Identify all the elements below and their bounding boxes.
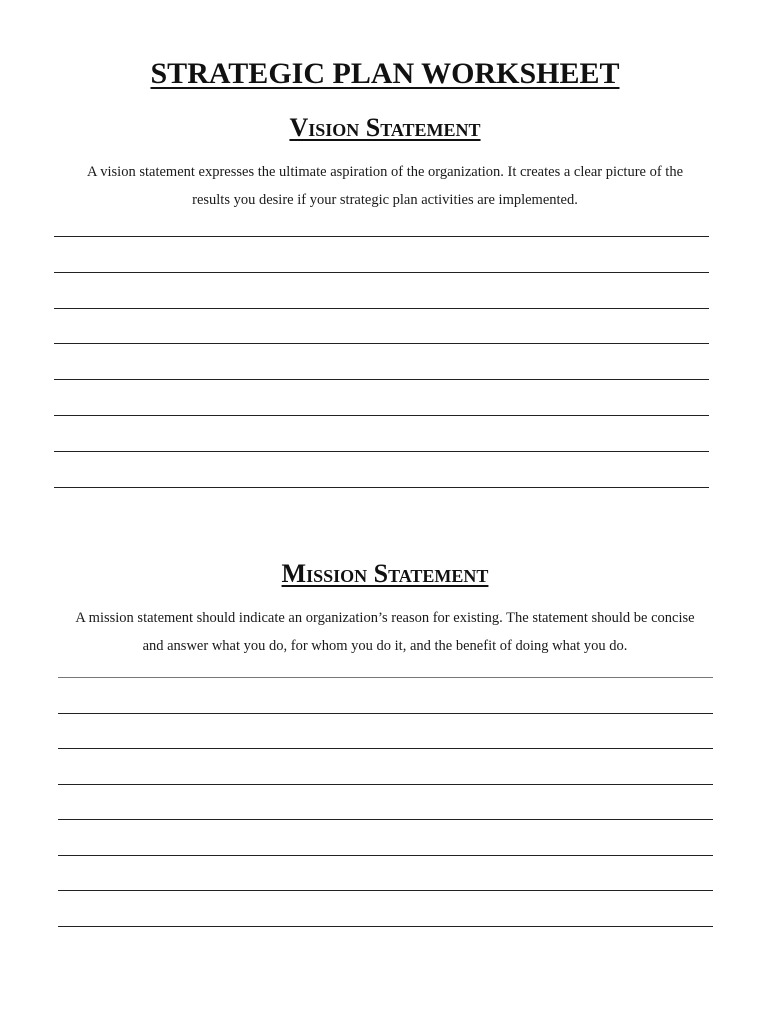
mission-heading-text: Mission Statement bbox=[281, 559, 489, 588]
mission-writing-line[interactable] bbox=[58, 713, 713, 714]
mission-writing-line[interactable] bbox=[58, 748, 713, 749]
mission-writing-line[interactable] bbox=[58, 819, 713, 820]
page-title-text: STRATEGIC PLAN WORKSHEET bbox=[150, 57, 620, 90]
vision-heading-text: Vision Statement bbox=[289, 113, 481, 142]
vision-heading bbox=[0, 112, 770, 144]
vision-writing-line[interactable] bbox=[54, 272, 709, 273]
mission-description-line-1: A mission statement should indicate an organization’s reason for existing. The statement should be concise bbox=[75, 610, 695, 626]
mission-writing-line[interactable] bbox=[58, 855, 713, 856]
mission-writing-line[interactable] bbox=[58, 926, 713, 927]
vision-description bbox=[50, 158, 720, 214]
mission-description bbox=[50, 604, 720, 660]
vision-writing-line[interactable] bbox=[54, 451, 709, 452]
page-title bbox=[0, 54, 770, 94]
vision-writing-line[interactable] bbox=[54, 343, 709, 344]
vision-writing-line[interactable] bbox=[54, 308, 709, 309]
mission-heading bbox=[0, 558, 770, 590]
mission-writing-line[interactable] bbox=[58, 890, 713, 891]
mission-writing-line[interactable] bbox=[58, 677, 713, 678]
mission-description-line-2: and answer what you do, for whom you do it, and the benefit of doing what you do. bbox=[142, 638, 628, 654]
vision-description-line-2: results you desire if your strategic plan activities are implemented. bbox=[192, 192, 578, 208]
vision-description-line-1: A vision statement expresses the ultimate aspiration of the organization. It creates a clear picture of the bbox=[86, 164, 684, 180]
vision-writing-line[interactable] bbox=[54, 415, 709, 416]
vision-writing-line[interactable] bbox=[54, 487, 709, 488]
vision-writing-line[interactable] bbox=[54, 379, 709, 380]
vision-writing-line[interactable] bbox=[54, 236, 709, 237]
mission-writing-line[interactable] bbox=[58, 784, 713, 785]
